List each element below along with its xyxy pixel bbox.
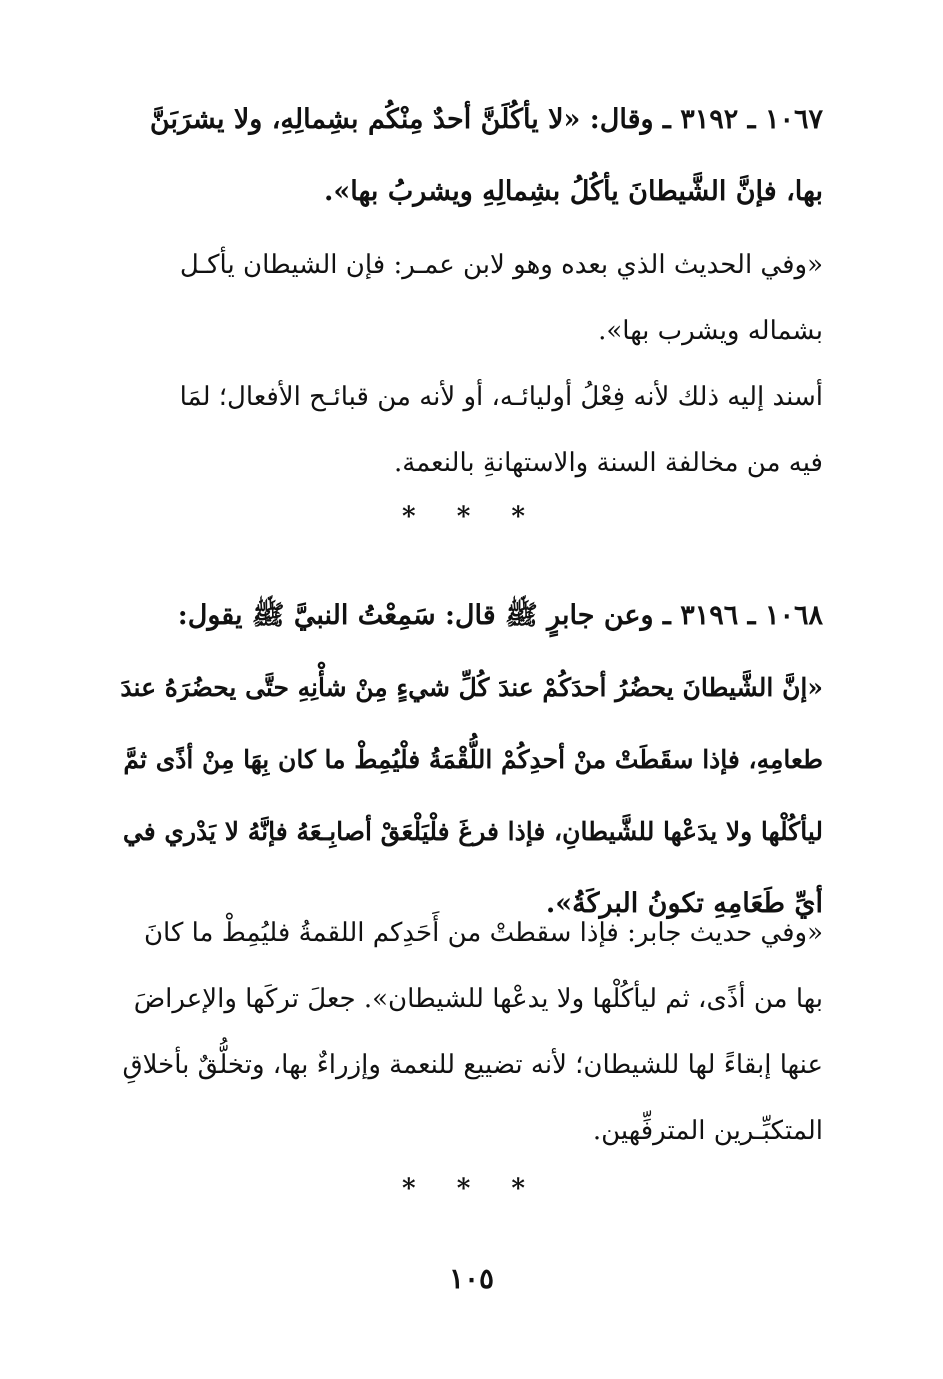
hadith-1068-line: ١٠٦٨ ـ ٣١٩٦ ـ وعن جابرٍ ﷺ قال: سَمِعْتُ النبيَّ ﷺ يقول: — [177, 600, 823, 631]
commentary-1068 — [115, 900, 823, 1164]
hadith-1068-line: طعامِهِ، فإذا سقَطَتْ منْ أحدِكُمْ اللُّقْمَةُ فلْيُمِطْ ما كان بِهَا مِنْ أذًى ثمَّ — [123, 745, 823, 774]
section-separator: * * * — [402, 1174, 541, 1204]
hadith-1068-line: أيِّ طَعَامِهِ تكونُ البركَةُ». — [545, 888, 823, 919]
hadith-1067 — [115, 84, 823, 228]
commentary-1067-line: أسند إليه ذلك لأنه فِعْلُ أوليائـه، أو لأنه من قبائـح الأفعال؛ لمَا — [179, 382, 823, 412]
hadith-1068-line: ليأكُلْها ولا يدَعْها للشَّيطانِ، فإذا فرغَ فلْيَلْعَقْ أصابِـعَهُ فإنَّهُ لا يَدْري في — [122, 817, 823, 846]
hadith-1067-line: ١٠٦٧ ـ ٣١٩٢ ـ وقال: «لا يأكُلَنَّ أحدٌ مِنْكُم بشِمالِهِ، ولا يشرَبَنَّ — [149, 104, 823, 135]
commentary-1068-line: المتكبِّـرين المترفِّهين. — [592, 1116, 823, 1146]
section-separator: * * * — [402, 502, 541, 532]
commentary-1067-line: بشماله ويشرب بها». — [598, 316, 823, 346]
commentary-1068-line: «وفي حديث جابر: فإذا سقطتْ من أَحَدِكم اللقمةُ فليُمِطْ ما كانَ — [143, 918, 823, 948]
commentary-1067-line: فيه من مخالفة السنة والاستهانةِ بالنعمة. — [393, 448, 823, 478]
page-number: ١٠٥ — [448, 1262, 495, 1295]
commentary-1068-line: بها من أذًى، ثم ليأكُلْها ولا يدعْها للشيطان». جعلَ تركَها والإعراضَ — [133, 984, 823, 1014]
commentary-1067 — [115, 232, 823, 496]
commentary-1067-line: «وفي الحديث الذي بعده وهو لابن عمـر: فإن الشيطان يأكـل — [179, 250, 823, 280]
hadith-1068 — [115, 580, 823, 940]
hadith-1068-line: «إنَّ الشَّيطانَ يحضُرُ أحدَكُمْ عندَ كُلِّ شيءٍ مِنْ شأْنِهِ حتَّى يحضُرَهُ عندَ — [120, 673, 823, 702]
hadith-1067-line: بها، فإنَّ الشَّيطانَ يأكُلُ بشِمالِهِ ويشربُ بها». — [323, 176, 823, 207]
commentary-1068-line: عنها إبقاءً لها للشيطان؛ لأنه تضييع للنعمة وإزراءٌ بها، وتخلُّقٌ بأخلاقِ — [122, 1050, 823, 1080]
